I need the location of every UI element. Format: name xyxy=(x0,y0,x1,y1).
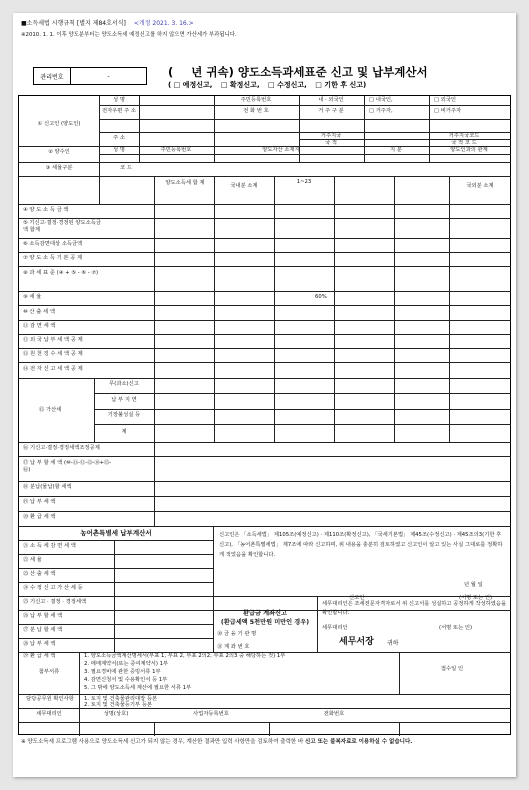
management-number-label: 관리번호 xyxy=(34,68,71,84)
row-basic-deduction: ⑦ 양 도 소 득 기 본 공 제 xyxy=(23,255,83,261)
attachment-3: 3. 필요경비에 관한 증빙서류 1부 xyxy=(84,669,161,675)
attachments-label: 첨부서류 xyxy=(38,669,60,675)
transferee-name-label: 성 명 xyxy=(113,147,125,153)
asset-location-label: 양도자산 소재지 xyxy=(262,147,300,153)
transferee-section-label: ② 양수인 xyxy=(48,149,70,155)
row-paid-tax: ⑲ 납 부 세 액 xyxy=(23,499,56,505)
row-tax-base: ⑧ 과 세 표 준 (④ + ⑤ - ⑥ - ⑦) xyxy=(23,270,99,276)
tax-office-suffix: 귀하 xyxy=(387,640,399,647)
agent-text: 세무대리인은 조세전문자격자로서 위 신고서를 성실하고 공정하게 작성하였음을 확인합니다. xyxy=(322,601,507,616)
regulation-header xyxy=(21,18,194,27)
declaration-sign[interactable]: (서명 또는 인) xyxy=(459,595,493,601)
agent-sign[interactable]: (서명 또는 인) xyxy=(439,625,473,631)
account-number-label: ㉛ 계 좌 번 호 xyxy=(217,644,250,650)
attachment-1: 1. 양도소득금액계산명세서(부표 1, 부표 2, 부표 2의2, 부표 2의3 중 해당하는 것) 1부 xyxy=(84,653,286,659)
residence-country-code-label: 거주지국코드 xyxy=(448,133,480,139)
row-reduction-target-income: ⑥ 소득감면대상 소득금액 xyxy=(23,241,83,247)
filer-section-label: ① 신고인 (양도인) xyxy=(37,121,81,127)
row-refund-tax: ⑳ 환 급 세 액 xyxy=(23,514,56,520)
special-row-rate: ㉒ 세 율 xyxy=(23,557,42,563)
special-row-prior: ㉕ 기신고 · 결정 · 경정세액 xyxy=(23,599,87,605)
special-tax-title: 농어촌특별세 납부계산서 xyxy=(80,529,152,537)
footnote-text: ※ 양도소득세 프로그램 사용으로 양도소득세 신고가 되지 않는 경우, 계산한 결과만 입력 사항만을 검토하여 출력한 바 xyxy=(21,739,304,745)
phone-label: 전 화 번 호 xyxy=(243,108,269,114)
declaration-date: 년 월 일 xyxy=(464,582,483,588)
code-label: 코 드 xyxy=(120,165,132,171)
capital-gain-total-label: 양도소득세 합 계 xyxy=(165,180,205,186)
share-label: 지 분 xyxy=(390,147,402,153)
overseas-subtotal-label: 국외분 소계 xyxy=(466,183,494,189)
footnote-bold: 신고 또는 불복자료로 이용하실 수 없습니다. xyxy=(305,739,413,745)
row-payable-tax: ⑰ 납 부 할 세 액 (⑩-⑪-⑫-⑬-⑭+⑮-⑯) xyxy=(23,460,112,474)
rate-category-label: ③ 세율구분 xyxy=(45,165,73,171)
option-amended[interactable]: □ 수정신고, xyxy=(268,81,307,89)
officer-item-2: 2. 토지 및 건축물등기부 등본 xyxy=(84,702,153,708)
attachment-2: 2. 매매계약서(또는 증여계약서) 1부 xyxy=(84,661,169,667)
residence-label: 거 주 구 분 xyxy=(318,108,344,114)
management-number-box xyxy=(33,67,147,85)
filer-name-label: 성 명 xyxy=(113,97,125,103)
checkbox-domestic[interactable]: □ 내국인, xyxy=(369,97,393,103)
attachment-5: 5. 그 밖에 양도소득세 계산에 필요한 서류 1부 xyxy=(84,685,192,691)
attachment-4: 4. 감면신청서 및 수용확인서 등 1부 xyxy=(84,677,168,683)
row-e-filing-credit: ⑭ 전 자 신 고 세 액 공 제 xyxy=(23,366,83,372)
form-title: ( 년 귀속) 양도소득과세표준 신고 및 납부계산서 xyxy=(168,65,428,79)
declaration-filer: 신고인 xyxy=(349,595,365,601)
penalty-late-payment: 납 부 지 연 xyxy=(111,397,137,403)
transferee-resident-no-label: 주민등록번호 xyxy=(160,147,192,153)
row-installment-tax: ⑱ 분납(물납)할 세액 xyxy=(23,484,72,490)
nationality-country-label: 국 적 xyxy=(325,140,337,146)
agent-row-biz-no: 사업자등록번호 xyxy=(193,711,229,717)
special-row-refund: ㉙ 환 급 세 액 xyxy=(23,653,56,659)
nationality-label: 내 · 외국인 xyxy=(318,97,344,103)
checkbox-nonresident[interactable]: □ 비거주자 xyxy=(434,108,462,114)
agent-row-name: 성명(상호) xyxy=(103,711,129,717)
relation-label: 양도인과의 관계 xyxy=(450,147,488,153)
special-row-payable: ㉖ 납 부 할 세 액 xyxy=(23,613,63,619)
form-page xyxy=(13,13,516,777)
option-preliminary[interactable]: ( □ 예정신고, xyxy=(168,81,213,89)
row-capital-gain-income: ④ 양 도 소 득 금 액 xyxy=(23,207,69,213)
row-prior-adjustment: ⑯ 기신고·결정·경정세액조정공제 xyxy=(23,445,100,451)
officer-item-1: 1. 토지 및 건축물관리대장 등본 xyxy=(84,696,158,702)
penalty-label: ⑮ 가산세 xyxy=(39,407,62,413)
declaration-text: 신고인은 「소득세법」 제105조(예정신고) · 제110조(확정신고), 「국세기본법」 제45조(수정신고) · 제45조의3(기한 후 신고), 「농어촌특별세법」 제7조에 따라 신고하며, 위 내용을 충분히 검토하였고 신고인이 알고 있는 사실 그대로를 정확하게 적었음을 확인합니다. xyxy=(219,532,503,559)
row-calculated-tax: ⑩ 산 출 세 액 xyxy=(23,309,55,315)
receipt-stamp-label: 접수일 인 xyxy=(440,666,464,672)
row-withholding-credit: ⑬ 원 천 징 수 세 액 공 제 xyxy=(23,351,83,357)
address-label: 주 소 xyxy=(113,135,125,141)
filing-type-options xyxy=(168,80,372,90)
email-label: 전자우편 주 소 xyxy=(101,108,137,114)
rate-range-label: 1~23 xyxy=(296,179,312,185)
officer-check-label: 담당공무원 확인사항 xyxy=(26,696,74,702)
regulation-text: ■소득세법 시행규칙 [별지 제84호서식] xyxy=(21,20,126,27)
row-prior-reported-income: ⑤ 기신고·결정·경정된 양도소득금액 합계 xyxy=(23,220,102,233)
refund-subtitle: (환급세액 5천만원 미만인 경우) xyxy=(220,619,310,626)
late-filing-notice: ※2010. 1. 1. 이후 양도분부터는 양도소득세 예정신고를 하지 않으면 가산세가 부과됩니다. xyxy=(21,32,237,38)
nationality-code-label: 국 적 코 드 xyxy=(451,140,477,146)
agent-row-phone: 전화번호 xyxy=(323,711,345,717)
penalty-bookkeeping: 기장불성실 등 xyxy=(107,412,141,418)
footnote xyxy=(21,738,501,747)
row-foreign-tax-credit: ⑫ 외 국 납 부 세 액 공 제 xyxy=(23,337,83,343)
checkbox-foreign[interactable]: □ 외국인 xyxy=(434,97,457,103)
checkbox-resident[interactable]: □ 거주자, xyxy=(369,108,393,114)
special-row-calculated: ㉓ 산 출 세 액 xyxy=(23,571,56,577)
special-row-penalty: ㉔ 수 정 신 고 가 산 세 등 xyxy=(23,585,83,591)
residence-country-label: 거주지국 xyxy=(320,133,342,139)
option-late[interactable]: □ 기한 후 신고) xyxy=(315,81,367,89)
tax-office-label: 세무서장 xyxy=(339,637,374,647)
option-final[interactable]: □ 확정신고, xyxy=(220,81,260,89)
domestic-subtotal-label: 국내분 소계 xyxy=(230,183,258,189)
penalty-total: 계 xyxy=(121,429,127,435)
special-row-reduction: ㉑ 소 득 세 감 면 세 액 xyxy=(23,543,76,549)
special-row-installment: ㉗ 분 납 할 세 액 xyxy=(23,627,63,633)
row-tax-rate: ⑨ 세 율 xyxy=(23,294,42,300)
bank-name-label: ㉚ 금 융 기 관 명 xyxy=(217,631,257,637)
agent-row-label: 세무대리인 xyxy=(36,711,62,717)
tax-rate-value[interactable]: 60% xyxy=(315,294,327,300)
special-row-paid: ㉘ 납 부 세 액 xyxy=(23,641,56,647)
row-reduction-tax: ⑪ 감 면 세 액 xyxy=(23,323,56,329)
filer-resident-no-label: 주민등록번호 xyxy=(240,97,272,103)
revision-date: <개정 2021. 3. 16.> xyxy=(133,20,194,27)
refund-title: 환급금 계좌신고 xyxy=(243,610,287,617)
management-number-value[interactable]: - xyxy=(107,72,110,80)
agent-label: 세무대리인 xyxy=(322,625,348,631)
tax-form-table xyxy=(18,95,511,735)
penalty-underreport: 무(과소)신고 xyxy=(109,381,139,387)
